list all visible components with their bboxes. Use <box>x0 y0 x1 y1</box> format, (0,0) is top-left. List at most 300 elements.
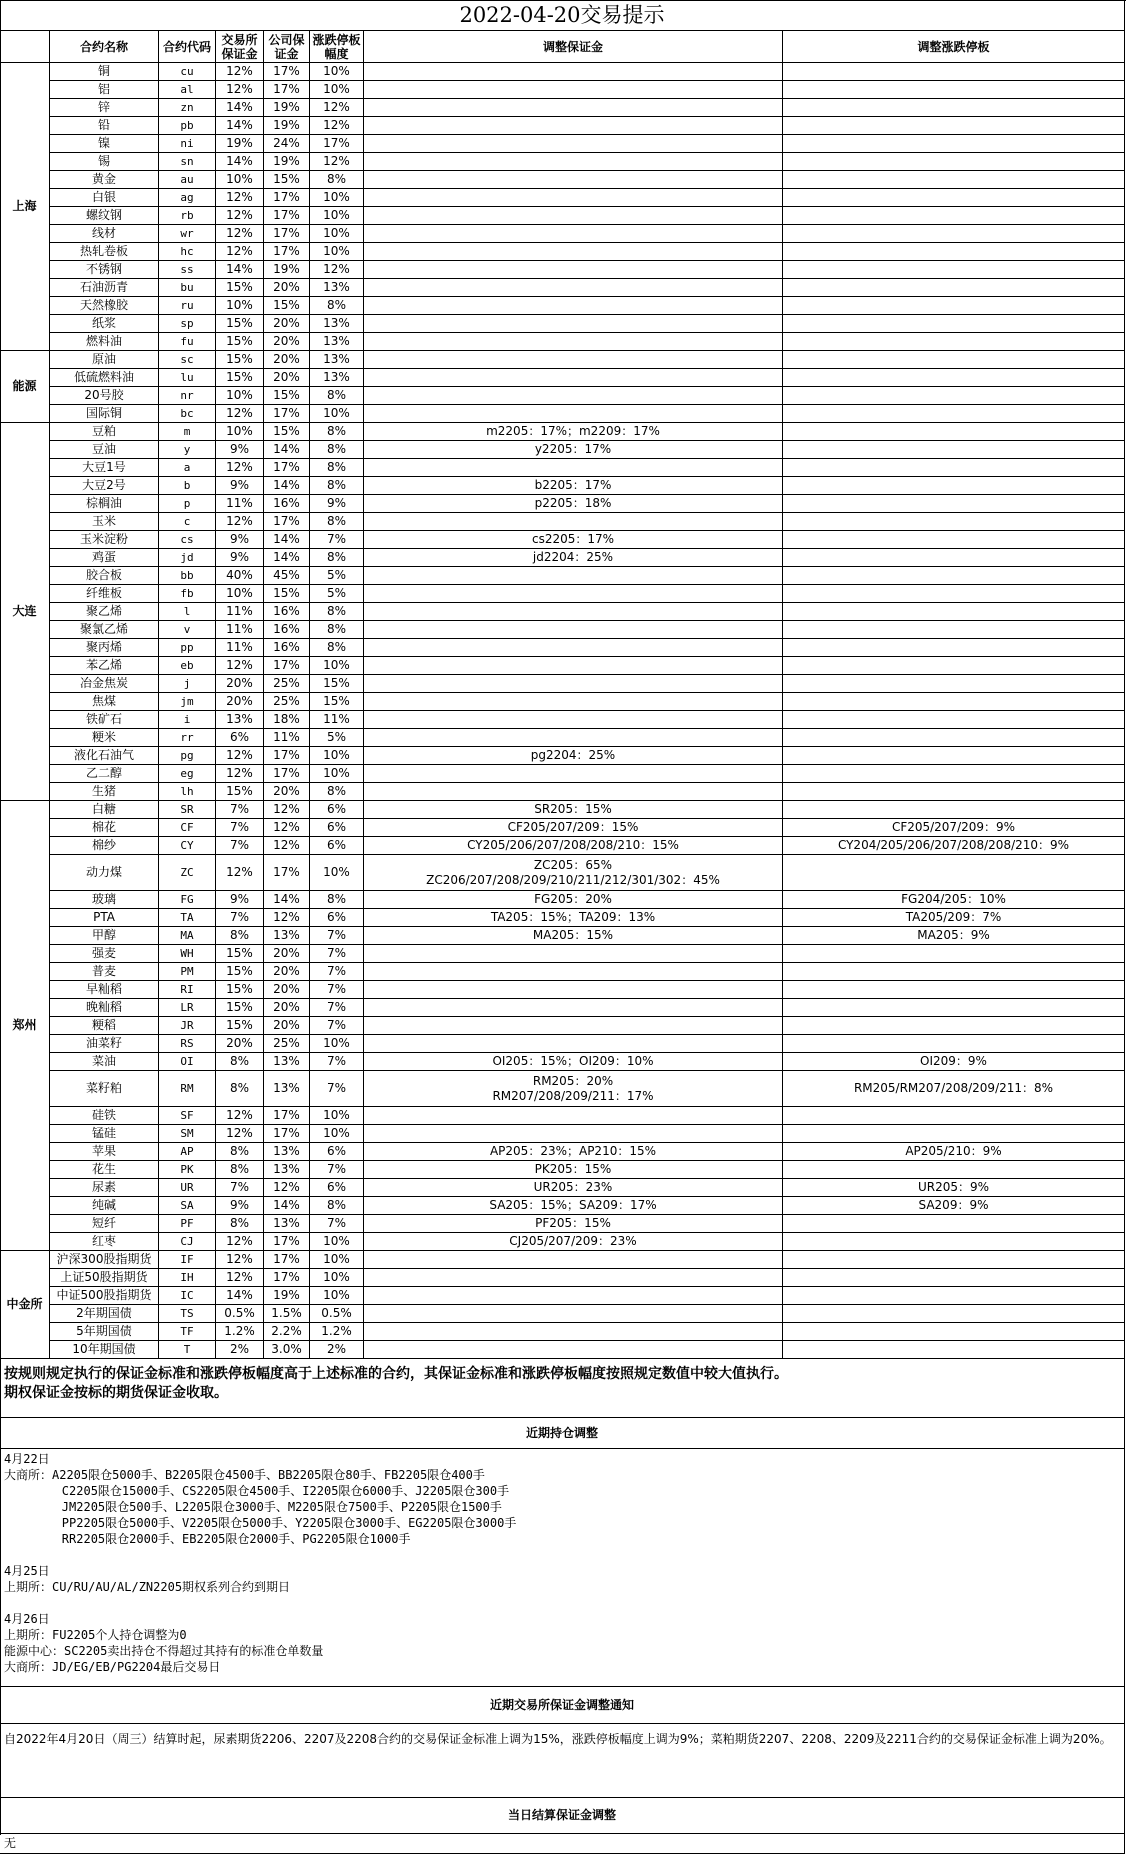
contract-name: 强麦 <box>50 945 159 963</box>
company-margin: 20% <box>264 1017 310 1035</box>
adjust-limit <box>783 63 1125 81</box>
adjust-margin <box>364 369 783 387</box>
exchange-margin: 15% <box>216 783 264 801</box>
adjust-limit <box>783 693 1125 711</box>
limit-range: 10% <box>310 765 364 783</box>
exchange-margin: 12% <box>216 63 264 81</box>
exchange-margin: 10% <box>216 423 264 441</box>
contract-name: PTA <box>50 909 159 927</box>
contract-name: 苯乙烯 <box>50 657 159 675</box>
adjust-margin <box>364 999 783 1017</box>
contract-name: 粳稻 <box>50 1017 159 1035</box>
adjust-limit <box>783 81 1125 99</box>
exchange-margin: 20% <box>216 1035 264 1053</box>
adjust-margin-line: m2205：17%；m2209：17% <box>486 424 660 438</box>
adjust-limit <box>783 747 1125 765</box>
company-margin: 14% <box>264 441 310 459</box>
contract-code: WH <box>159 945 216 963</box>
adjust-limit <box>783 621 1125 639</box>
adjust-margin-line: pg2204：25% <box>530 748 616 762</box>
limit-range: 8% <box>310 513 364 531</box>
adjust-limit <box>783 171 1125 189</box>
adjust-margin <box>364 297 783 315</box>
adjust-margin <box>364 99 783 117</box>
company-margin: 17% <box>264 189 310 207</box>
exchange-margin: 2% <box>216 1341 264 1359</box>
contract-name: 冶金焦炭 <box>50 675 159 693</box>
contract-name: 胶合板 <box>50 567 159 585</box>
contract-code: SF <box>159 1107 216 1125</box>
limit-range: 10% <box>310 1269 364 1287</box>
company-margin: 25% <box>264 693 310 711</box>
contract-name: 热轧卷板 <box>50 243 159 261</box>
company-margin: 14% <box>264 1197 310 1215</box>
limit-range: 8% <box>310 441 364 459</box>
exchange-margin: 8% <box>216 1143 264 1161</box>
contract-name: 锌 <box>50 99 159 117</box>
contract-name: 焦煤 <box>50 693 159 711</box>
contract-code: SR <box>159 801 216 819</box>
adjust-margin <box>364 1107 783 1125</box>
contract-name: 5年期国债 <box>50 1323 159 1341</box>
contract-code: UR <box>159 1179 216 1197</box>
contract-code: cu <box>159 63 216 81</box>
contract-code: sp <box>159 315 216 333</box>
exchange-margin: 12% <box>216 1107 264 1125</box>
adjust-limit <box>783 99 1125 117</box>
limit-range: 10% <box>310 1251 364 1269</box>
adjust-margin-line: UR205：23% <box>533 1180 613 1194</box>
company-margin: 17% <box>264 513 310 531</box>
adjust-margin-line: AP205：23%；AP210：15% <box>489 1144 657 1158</box>
contract-code: CF <box>159 819 216 837</box>
adjust-limit <box>783 1287 1125 1305</box>
adjust-limit <box>783 423 1125 441</box>
adjust-limit-line: RM205/RM207/208/209/211：8% <box>853 1081 1054 1095</box>
adjust-limit <box>783 243 1125 261</box>
adjust-limit <box>783 963 1125 981</box>
contract-code: rb <box>159 207 216 225</box>
adjust-limit <box>783 1017 1125 1035</box>
exchange-margin: 15% <box>216 999 264 1017</box>
contract-code: bc <box>159 405 216 423</box>
contract-code: sc <box>159 351 216 369</box>
limit-range: 8% <box>310 1197 364 1215</box>
adjust-limit-line: AP205/210：9% <box>905 1144 1002 1158</box>
exchange-margin: 12% <box>216 405 264 423</box>
adjust-margin <box>364 1197 783 1215</box>
contract-code: OI <box>159 1053 216 1071</box>
adjust-limit <box>783 1251 1125 1269</box>
limit-range: 10% <box>310 63 364 81</box>
adjust-limit-line: UR205：9% <box>917 1180 990 1194</box>
adjust-margin-line: SR205：15% <box>534 802 612 816</box>
adjust-margin <box>364 459 783 477</box>
contract-name: 聚乙烯 <box>50 603 159 621</box>
adjust-margin <box>364 279 783 297</box>
adjust-margin-line: CJ205/207/209：23% <box>509 1234 637 1248</box>
exchange-margin: 9% <box>216 531 264 549</box>
adjust-margin <box>364 405 783 423</box>
exchange-notice-title: 近期交易所保证金调整通知 <box>0 1687 1125 1724</box>
contract-name: 棕榈油 <box>50 495 159 513</box>
contract-name: 燃料油 <box>50 333 159 351</box>
limit-range: 7% <box>310 927 364 945</box>
contract-code: CY <box>159 837 216 855</box>
adjust-limit <box>783 639 1125 657</box>
rule-note <box>0 1359 1125 1418</box>
adjust-margin <box>364 801 783 819</box>
contract-code: v <box>159 621 216 639</box>
adjust-margin <box>364 837 783 855</box>
limit-range: 7% <box>310 1071 364 1107</box>
exchange-margin: 20% <box>216 675 264 693</box>
contract-code: ss <box>159 261 216 279</box>
company-margin: 11% <box>264 729 310 747</box>
adjust-margin <box>364 891 783 909</box>
adjust-margin <box>364 675 783 693</box>
adjust-margin <box>364 189 783 207</box>
exchange-margin: 12% <box>216 1125 264 1143</box>
adjust-limit <box>783 585 1125 603</box>
contract-code: SM <box>159 1125 216 1143</box>
limit-range: 10% <box>310 1287 364 1305</box>
company-margin: 17% <box>264 225 310 243</box>
company-margin: 45% <box>264 567 310 585</box>
limit-range: 5% <box>310 729 364 747</box>
contract-code: PM <box>159 963 216 981</box>
contract-code: eg <box>159 765 216 783</box>
exchange-margin: 15% <box>216 369 264 387</box>
exchange-margin: 12% <box>216 243 264 261</box>
exchange-margin: 11% <box>216 621 264 639</box>
exchange-margin: 12% <box>216 747 264 765</box>
adjust-margin <box>364 549 783 567</box>
contract-code: c <box>159 513 216 531</box>
company-margin: 16% <box>264 639 310 657</box>
exchange-margin: 12% <box>216 855 264 891</box>
contract-name: 棉花 <box>50 819 159 837</box>
adjust-margin <box>364 1161 783 1179</box>
adjust-limit <box>783 459 1125 477</box>
limit-range: 10% <box>310 189 364 207</box>
adjust-limit <box>783 1053 1125 1071</box>
exchange-margin: 9% <box>216 891 264 909</box>
limit-range: 10% <box>310 1035 364 1053</box>
contract-code: IH <box>159 1269 216 1287</box>
adjust-limit <box>783 603 1125 621</box>
contract-code: a <box>159 459 216 477</box>
contract-code: MA <box>159 927 216 945</box>
exchange-margin: 12% <box>216 207 264 225</box>
exchange-margin: 8% <box>216 1071 264 1107</box>
company-margin: 19% <box>264 99 310 117</box>
contract-code: pb <box>159 117 216 135</box>
company-margin: 17% <box>264 765 310 783</box>
exchange-margin: 11% <box>216 603 264 621</box>
company-margin: 20% <box>264 999 310 1017</box>
limit-range: 8% <box>310 891 364 909</box>
limit-range: 6% <box>310 819 364 837</box>
contract-code: PF <box>159 1215 216 1233</box>
exchange-margin: 11% <box>216 495 264 513</box>
exchange-margin: 8% <box>216 1215 264 1233</box>
adjust-margin <box>364 963 783 981</box>
contract-name: 大豆1号 <box>50 459 159 477</box>
contract-name: 聚氯乙烯 <box>50 621 159 639</box>
contract-code: y <box>159 441 216 459</box>
adjust-limit <box>783 801 1125 819</box>
exchange-margin: 10% <box>216 585 264 603</box>
adjust-margin-line: PF205：15% <box>535 1216 611 1230</box>
adjust-limit-line: TA205/209：7% <box>905 910 1002 924</box>
exchange-margin: 7% <box>216 837 264 855</box>
adjust-margin-line: b2205：17% <box>534 478 612 492</box>
contract-name: 2年期国债 <box>50 1305 159 1323</box>
adjust-margin <box>364 63 783 81</box>
adjust-margin <box>364 135 783 153</box>
limit-range: 9% <box>310 495 364 513</box>
limit-range: 8% <box>310 171 364 189</box>
company-margin: 20% <box>264 981 310 999</box>
exchange-margin: 9% <box>216 441 264 459</box>
limit-range: 12% <box>310 117 364 135</box>
exchange-group-label: 郑州 <box>0 801 50 1251</box>
exchange-margin: 9% <box>216 1197 264 1215</box>
company-margin: 20% <box>264 783 310 801</box>
limit-range: 10% <box>310 207 364 225</box>
exchange-margin: 9% <box>216 549 264 567</box>
adjust-limit <box>783 477 1125 495</box>
contract-code: bu <box>159 279 216 297</box>
company-margin: 20% <box>264 963 310 981</box>
company-margin: 1.5% <box>264 1305 310 1323</box>
contract-code: cs <box>159 531 216 549</box>
company-margin: 20% <box>264 333 310 351</box>
contract-name: 玉米淀粉 <box>50 531 159 549</box>
contract-name: 菜籽粕 <box>50 1071 159 1107</box>
limit-range: 13% <box>310 369 364 387</box>
exchange-margin: 11% <box>216 639 264 657</box>
company-margin: 14% <box>264 477 310 495</box>
limit-range: 10% <box>310 747 364 765</box>
contract-name: 20号胶 <box>50 387 159 405</box>
adjust-margin-line: TA205：15%；TA209：13% <box>490 910 656 924</box>
company-margin: 13% <box>264 1161 310 1179</box>
adjust-margin <box>364 1269 783 1287</box>
exchange-margin: 12% <box>216 1233 264 1251</box>
contract-name: 国际铜 <box>50 405 159 423</box>
adjust-limit <box>783 819 1125 837</box>
contract-code: pg <box>159 747 216 765</box>
limit-range: 1.2% <box>310 1323 364 1341</box>
contract-name: 苹果 <box>50 1143 159 1161</box>
company-margin: 12% <box>264 909 310 927</box>
contract-name: 玉米 <box>50 513 159 531</box>
adjust-limit <box>783 855 1125 891</box>
adjust-margin <box>364 747 783 765</box>
adjust-margin <box>364 477 783 495</box>
adjust-margin <box>364 531 783 549</box>
adjust-limit <box>783 567 1125 585</box>
limit-range: 15% <box>310 693 364 711</box>
contract-name: 豆粕 <box>50 423 159 441</box>
company-margin: 17% <box>264 855 310 891</box>
contract-name: 铅 <box>50 117 159 135</box>
adjust-limit <box>783 513 1125 531</box>
contract-name: 甲醇 <box>50 927 159 945</box>
adjust-limit <box>783 981 1125 999</box>
contract-code: eb <box>159 657 216 675</box>
exchange-margin: 12% <box>216 81 264 99</box>
adjust-margin <box>364 729 783 747</box>
adjust-margin <box>364 423 783 441</box>
company-margin: 18% <box>264 711 310 729</box>
adjust-limit <box>783 351 1125 369</box>
company-margin: 14% <box>264 891 310 909</box>
limit-range: 7% <box>310 945 364 963</box>
company-margin: 15% <box>264 297 310 315</box>
adjust-limit <box>783 117 1125 135</box>
limit-range: 10% <box>310 1233 364 1251</box>
limit-range: 10% <box>310 81 364 99</box>
limit-range: 8% <box>310 549 364 567</box>
contract-name: 粳米 <box>50 729 159 747</box>
limit-range: 5% <box>310 567 364 585</box>
limit-range: 10% <box>310 855 364 891</box>
company-margin: 16% <box>264 621 310 639</box>
company-margin: 19% <box>264 1287 310 1305</box>
adjust-margin-line: cs2205：17% <box>531 532 615 546</box>
contract-code: sn <box>159 153 216 171</box>
limit-range: 7% <box>310 981 364 999</box>
contract-name: 大豆2号 <box>50 477 159 495</box>
adjust-limit <box>783 441 1125 459</box>
contract-name: 短纤 <box>50 1215 159 1233</box>
company-margin: 17% <box>264 747 310 765</box>
contract-name: 石油沥青 <box>50 279 159 297</box>
contract-code: fu <box>159 333 216 351</box>
contract-name: 黄金 <box>50 171 159 189</box>
header-contract-name: 合约名称 <box>50 31 159 63</box>
contract-code: ag <box>159 189 216 207</box>
adjust-limit <box>783 1197 1125 1215</box>
exchange-margin: 15% <box>216 351 264 369</box>
company-margin: 20% <box>264 369 310 387</box>
company-margin: 15% <box>264 423 310 441</box>
limit-range: 8% <box>310 423 364 441</box>
position-notes: 4月22日 大商所：A2205限仓5000手、B2205限仓4500手、BB2205限仓80手、FB2205限仓400手 C2205限仓15000手、CS2205限仓4500手、I2205限仓6000手、J2205限仓300手 JM2205限仓500手、L2205限仓3000手、M2205限仓7500手、P2205限仓1500手 PP2205限仓5000手、V2205限仓5000手、Y2205限仓3000手、EG2205限仓3000手 RR2205限仓2000手、EB2205限仓2000手、PG2205限仓1000手 4月25日 上期所：CU/RU/AU/AL/ZN2205期权系列合约到期日 4月26日 上期所：FU2205个人持仓调整为0 能源中心：SC2205卖出持仓不得超过其持有的标准仓单数量 大商所：JD/EG/EB/PG2204最后交易日 <box>0 1449 1125 1687</box>
adjust-limit <box>783 207 1125 225</box>
exchange-margin: 15% <box>216 333 264 351</box>
adjust-limit <box>783 1143 1125 1161</box>
contract-code: m <box>159 423 216 441</box>
adjust-margin <box>364 225 783 243</box>
adjust-margin <box>364 1323 783 1341</box>
contract-code: LR <box>159 999 216 1017</box>
contract-name: 生猪 <box>50 783 159 801</box>
limit-range: 7% <box>310 531 364 549</box>
exchange-margin: 1.2% <box>216 1323 264 1341</box>
contract-code: zn <box>159 99 216 117</box>
limit-range: 8% <box>310 783 364 801</box>
limit-range: 11% <box>310 711 364 729</box>
company-margin: 25% <box>264 1035 310 1053</box>
exchange-margin: 7% <box>216 1179 264 1197</box>
adjust-limit <box>783 1035 1125 1053</box>
contract-code: nr <box>159 387 216 405</box>
exchange-margin: 8% <box>216 1161 264 1179</box>
contract-code: T <box>159 1341 216 1359</box>
adjust-limit <box>783 891 1125 909</box>
company-margin: 17% <box>264 405 310 423</box>
contract-name: 早籼稻 <box>50 981 159 999</box>
header-adjust-limit: 调整涨跌停板 <box>783 31 1125 63</box>
contract-name: 豆油 <box>50 441 159 459</box>
company-margin: 17% <box>264 81 310 99</box>
limit-range: 8% <box>310 603 364 621</box>
adjust-limit <box>783 783 1125 801</box>
contract-code: wr <box>159 225 216 243</box>
adjust-margin <box>364 495 783 513</box>
company-margin: 25% <box>264 675 310 693</box>
exchange-margin: 15% <box>216 279 264 297</box>
adjust-margin-line: ZC206/207/208/209/210/211/212/301/302：45% <box>426 872 720 887</box>
adjust-limit <box>783 1179 1125 1197</box>
limit-range: 7% <box>310 963 364 981</box>
company-margin: 13% <box>264 1215 310 1233</box>
contract-name: 聚丙烯 <box>50 639 159 657</box>
contract-code: b <box>159 477 216 495</box>
contract-name: 锡 <box>50 153 159 171</box>
exchange-margin: 12% <box>216 657 264 675</box>
contract-name: 镍 <box>50 135 159 153</box>
company-margin: 19% <box>264 153 310 171</box>
contract-code: TF <box>159 1323 216 1341</box>
limit-range: 6% <box>310 909 364 927</box>
header-company-margin: 公司保证金 <box>264 31 310 63</box>
limit-range: 7% <box>310 1053 364 1071</box>
adjust-limit-line: CY204/205/206/207/208/208/210：9% <box>837 838 1070 852</box>
adjust-margin <box>364 603 783 621</box>
exchange-margin: 14% <box>216 117 264 135</box>
exchange-notice-text: 自2022年4月20日（周三）结算时起，尿素期货2206、2207及2208合约的交易保证金标准上调为15%，涨跌停板幅度上调为9%；菜粕期货2207、2208、2209及2211合约的交易保证金标准上调为20%。 <box>0 1724 1125 1798</box>
limit-range: 7% <box>310 1161 364 1179</box>
header-contract-code: 合约代码 <box>159 31 216 63</box>
adjust-margin <box>364 243 783 261</box>
company-margin: 19% <box>264 117 310 135</box>
limit-range: 8% <box>310 639 364 657</box>
adjust-limit <box>783 225 1125 243</box>
contract-name: 10年期国债 <box>50 1341 159 1359</box>
adjust-limit-line: MA205：9% <box>917 928 990 942</box>
adjust-margin <box>364 1251 783 1269</box>
adjust-limit <box>783 1215 1125 1233</box>
header-limit-range: 涨跌停板幅度 <box>310 31 364 63</box>
adjust-limit <box>783 261 1125 279</box>
adjust-margin <box>364 945 783 963</box>
exchange-margin: 15% <box>216 315 264 333</box>
company-margin: 12% <box>264 1179 310 1197</box>
adjust-limit <box>783 711 1125 729</box>
exchange-margin: 6% <box>216 729 264 747</box>
contract-name: 硅铁 <box>50 1107 159 1125</box>
limit-range: 13% <box>310 279 364 297</box>
company-margin: 13% <box>264 927 310 945</box>
adjust-margin <box>364 207 783 225</box>
exchange-margin: 15% <box>216 1017 264 1035</box>
contract-name: 红枣 <box>50 1233 159 1251</box>
